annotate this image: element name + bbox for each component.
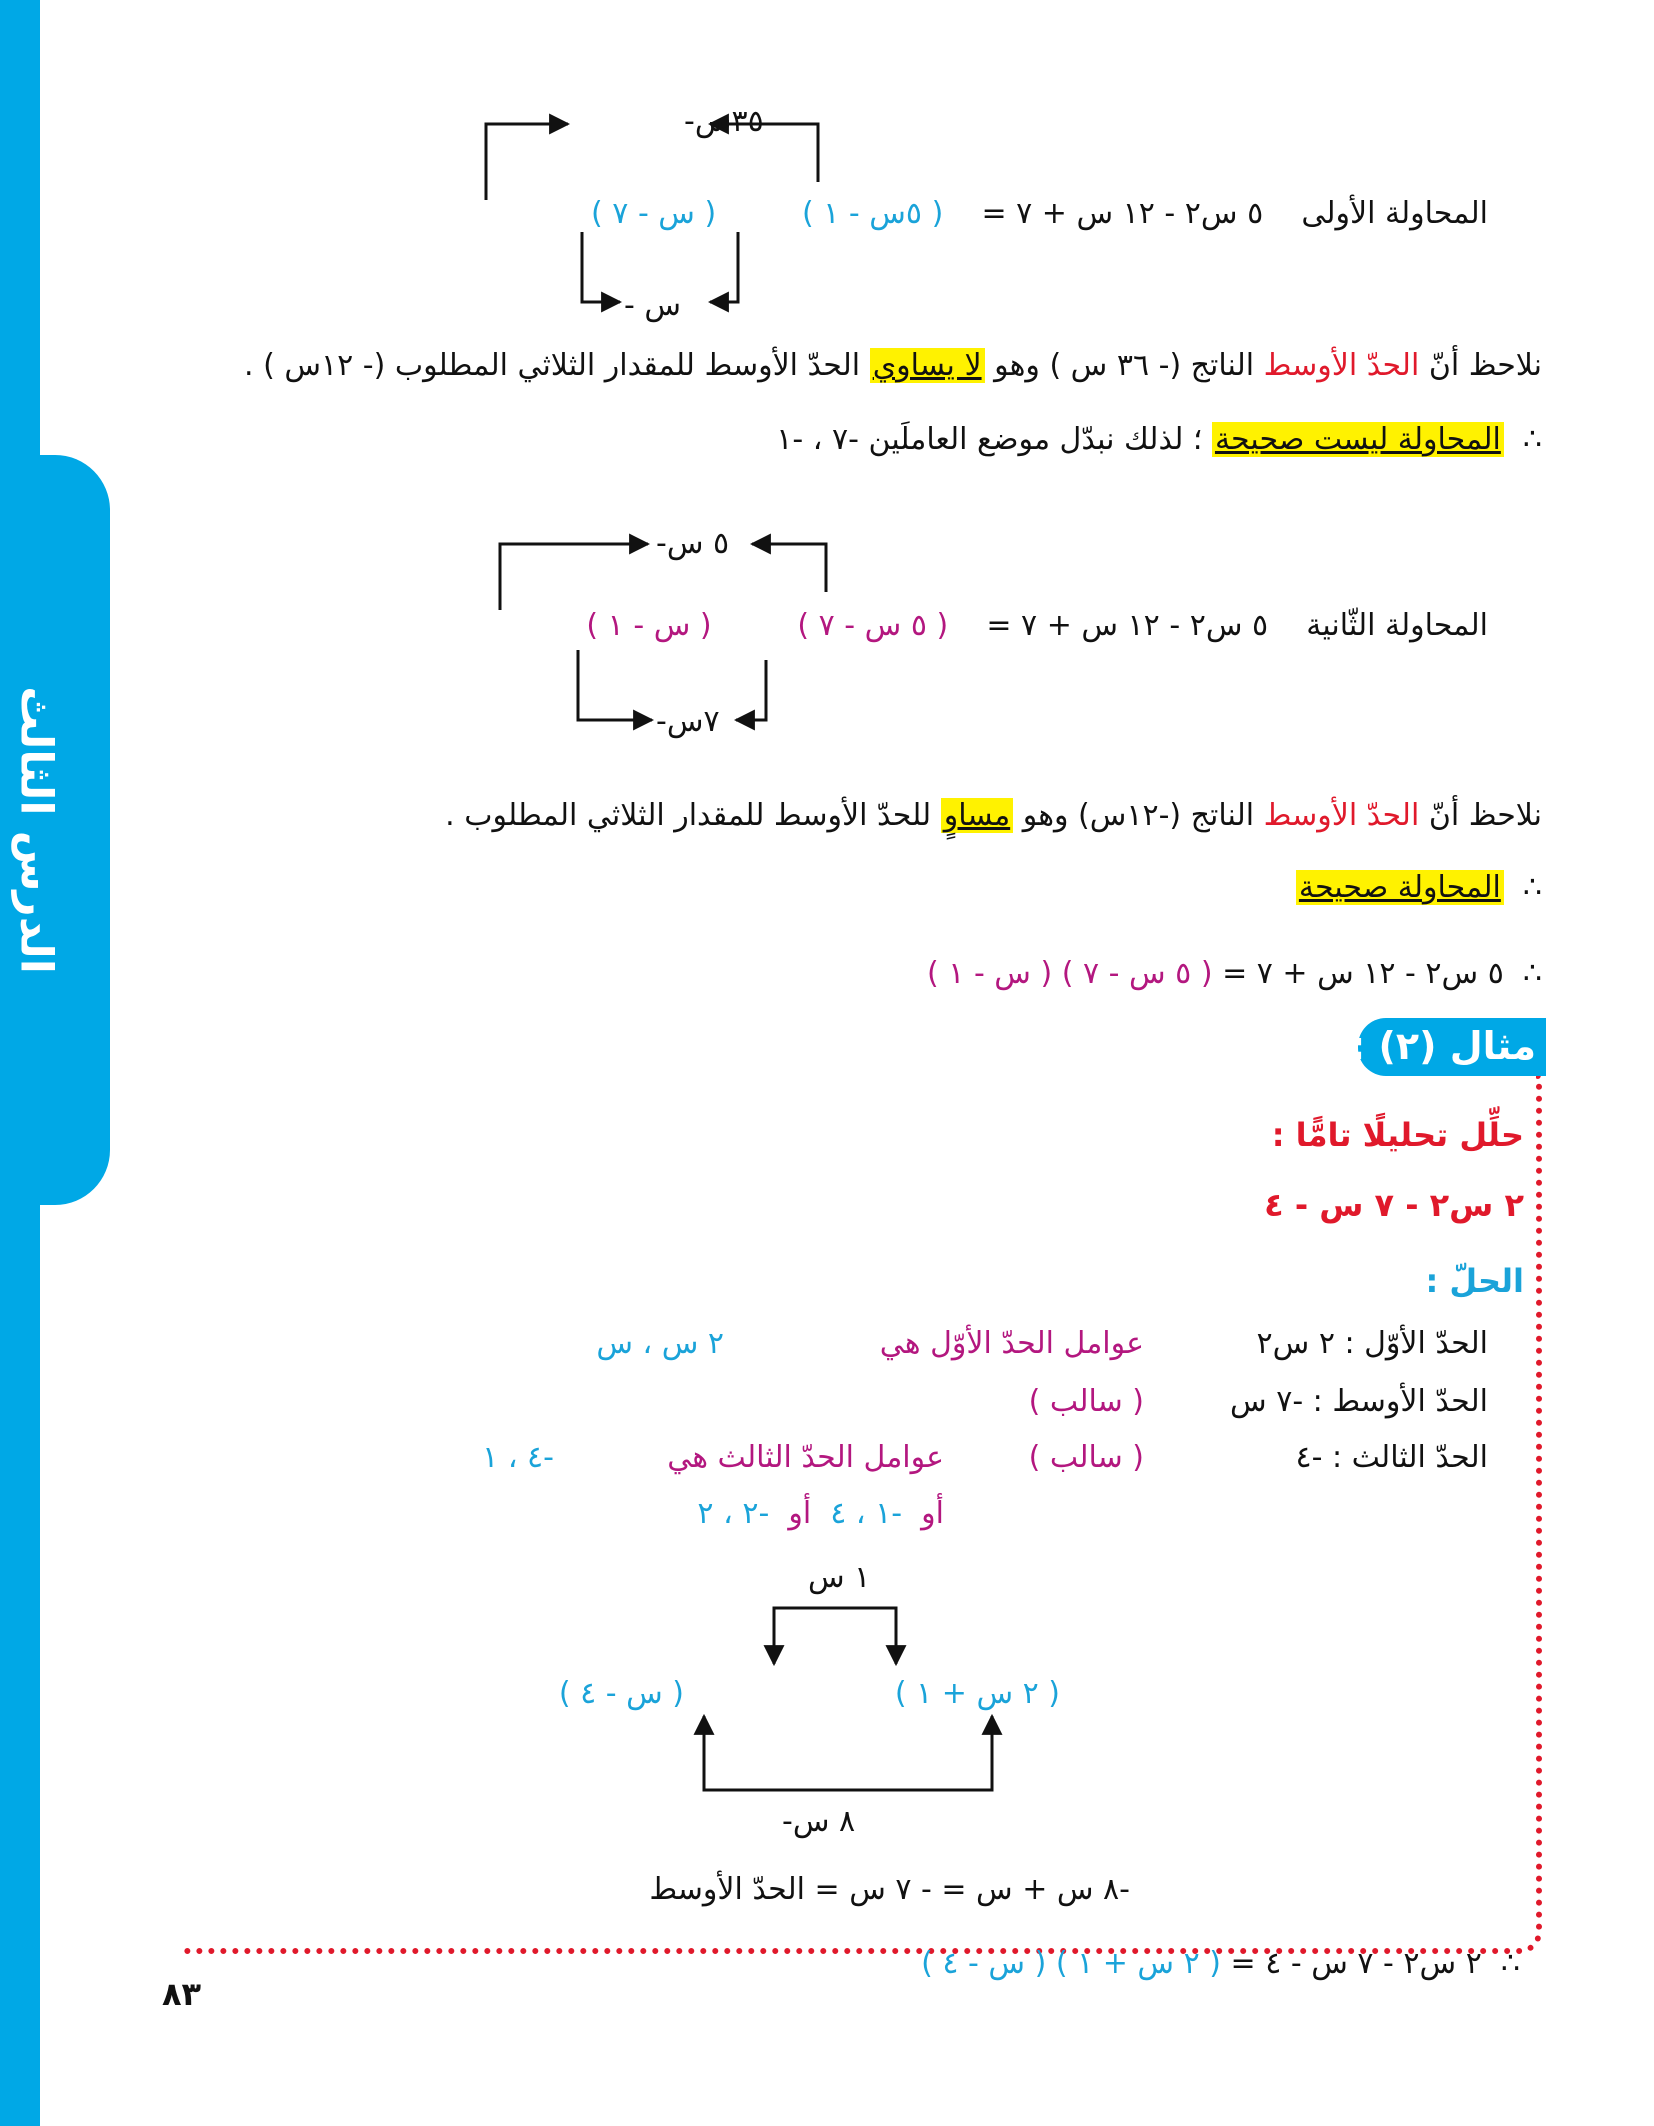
trial1-factor-b: ( س - ٧ ) xyxy=(591,196,717,231)
conclusion2-highlight: المحاولة صحيحة xyxy=(1296,870,1504,905)
or-word-1: أو xyxy=(921,1496,944,1531)
conclusion2 xyxy=(1296,870,1542,905)
example-expression: ٢ س٢ - ٧ س - ٤ xyxy=(1264,1186,1524,1224)
note1 xyxy=(244,348,1542,383)
therefore-symbol: ∴ xyxy=(1522,870,1542,905)
note1-highlight: لا يساوي xyxy=(870,348,985,383)
note1-mid-term: الحدّ الأوسط xyxy=(1263,348,1420,383)
therefore-symbol: ∴ xyxy=(1500,1946,1520,1981)
result1 xyxy=(927,956,1542,991)
trial1-line xyxy=(591,196,1488,231)
note2-text-3: للحدّ الأوسط للمقدار الثلاثي المطلوب . xyxy=(445,798,941,833)
third-term-label: الحدّ الثالث : -٤ xyxy=(1295,1440,1488,1475)
final-factor-a: ( ٢ س + ١ ) xyxy=(1055,1946,1221,1981)
trial2-outer-arrow-left xyxy=(500,544,648,610)
therefore-symbol: ∴ xyxy=(1522,422,1542,457)
trial1-outer-product: -٣٥س xyxy=(684,104,764,139)
conclusion1 xyxy=(776,422,1542,457)
note2-highlight: مساوٍ xyxy=(941,798,1013,833)
trial2-inner-arrow-left xyxy=(578,650,652,720)
note2 xyxy=(445,798,1542,833)
final-result xyxy=(921,1946,1520,1981)
result1-factor-b: ( س - ١ ) xyxy=(927,956,1053,991)
trial2-inner-arrow-right xyxy=(736,660,766,720)
example-task: حلِّل تحليلًا تامًّا : xyxy=(1271,1116,1524,1154)
trial2-label: المحاولة الثّانية xyxy=(1306,608,1488,643)
first-term-factors-label: عوامل الحدّ الأوّل هي xyxy=(879,1326,1144,1361)
trial1-inner-product: - س xyxy=(624,288,681,323)
trial2-factor-b: ( س - ١ ) xyxy=(586,608,712,643)
middle-term-label: الحدّ الأوسط : -٧ س xyxy=(1230,1384,1488,1419)
example-factor-b: ( س - ٤ ) xyxy=(558,1676,684,1711)
trial1-label: المحاولة الأولى xyxy=(1301,196,1488,231)
or-word-2: أو xyxy=(788,1496,812,1531)
example-label: مثال (٢) : xyxy=(1350,1024,1536,1068)
trial1-outer-arrow-left xyxy=(486,124,568,200)
third-term-sign: ( سالب ) xyxy=(1028,1440,1144,1475)
conclusion1-text: ؛ لذلك نبدّل موضع العاملَين -٧ ، -١ xyxy=(776,422,1212,457)
first-term-label: الحدّ الأوّل : ٢ س٢ xyxy=(1256,1326,1488,1361)
trial2-line xyxy=(586,608,1488,643)
note2-mid-term: الحدّ الأوسط xyxy=(1263,798,1420,833)
example-factor-a: ( ٢ س + ١ ) xyxy=(894,1676,1060,1711)
example-inner-product: ١ س xyxy=(808,1560,871,1595)
note1-text-3: الحدّ الأوسط للمقدار الثلاثي المطلوب (- ١٢س ) . xyxy=(244,348,870,383)
third-term-factors-3: -٢ ، ٢ xyxy=(697,1496,770,1531)
third-term-factors-1: -٤ ، ١ xyxy=(482,1440,554,1475)
note1-text-1: نلاحظ أنّ xyxy=(1419,348,1542,383)
lesson-title: الدرس الثالث xyxy=(10,686,62,974)
trial2-inner-product: -٧س xyxy=(656,704,720,739)
therefore-symbol: ∴ xyxy=(1522,956,1542,991)
conclusion1-highlight: المحاولة ليست صحيحة xyxy=(1212,422,1504,457)
solution-label: الحلّ : xyxy=(1425,1262,1524,1300)
trial2-outer-arrow-right xyxy=(752,544,826,592)
result1-lhs: ٥ س٢ - ١٢ س + ٧ = xyxy=(1222,956,1504,991)
trial2-outer-product: -٥ س xyxy=(656,526,730,561)
trial1-inner-arrow-right xyxy=(710,232,738,302)
final-lhs: ٢ س٢ - ٧ س - ٤ = xyxy=(1230,1946,1482,1981)
first-term-factors: ٢ س ، س xyxy=(596,1326,724,1361)
note2-text-2: الناتج (-١٢س) وهو xyxy=(1013,798,1264,833)
trial2-lhs: ٥ س٢ - ١٢ س + ٧ = xyxy=(986,608,1269,643)
result1-factor-a: ( ٥ س - ٧ ) xyxy=(1061,956,1213,991)
final-factor-b: ( س - ٤ ) xyxy=(921,1946,1047,1981)
note1-text-2: الناتج (- ٣٦ س ) وهو xyxy=(984,348,1264,383)
trial2-factor-a: ( ٥ س - ٧ ) xyxy=(797,608,949,643)
page-number: ٨٣ xyxy=(162,1975,202,2013)
trial1-lhs: ٥ س٢ - ١٢ س + ٧ = xyxy=(981,196,1264,231)
trial1-factor-a: ( ٥س - ١ ) xyxy=(802,196,944,231)
third-term-factors-label: عوامل الحدّ الثالث هي xyxy=(667,1440,944,1475)
third-term-factors-2: -١ ، ٤ xyxy=(830,1496,903,1531)
third-term-factors-alt xyxy=(697,1496,944,1531)
trial1-inner-arrow-left xyxy=(582,232,620,302)
middle-term-check: -٨ س + س = - ٧ س = الحدّ الأوسط xyxy=(649,1872,1130,1907)
middle-term-sign: ( سالب ) xyxy=(1028,1384,1144,1419)
note2-text-1: نلاحظ أنّ xyxy=(1419,798,1542,833)
example-outer-product: -٨ س xyxy=(782,1804,856,1839)
